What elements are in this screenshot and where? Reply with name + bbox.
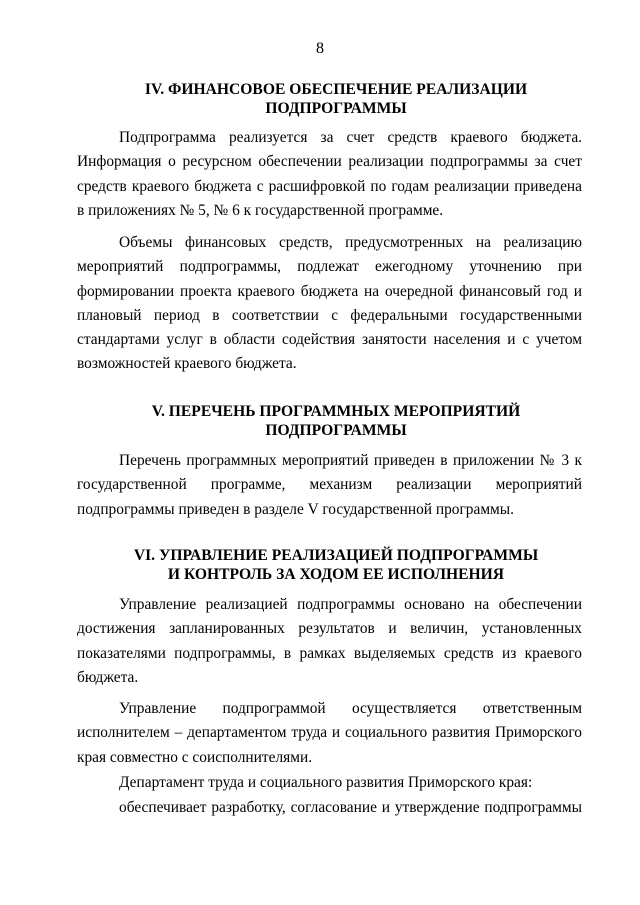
paragraph: Объемы финансовых средств, предусмотренных на реализацию мероприятий подпрограммы, подлежат ежегодному уточнению при формировании проекта краевого бюджета на очередной финансовый год и плановый период в соответствии с федеральными государственными стандартами услуг в области содействия занятости населения и с учетом возможностей краевого бюджета.	[77, 234, 582, 373]
paragraph: обеспечивает разработку, согласование и утверждение подпрограммы	[119, 799, 582, 816]
section-heading-v	[90, 402, 582, 440]
heading-line: ПОДПРОГРАММЫ	[265, 422, 407, 439]
heading-line: IV. ФИНАНСОВОЕ ОБЕСПЕЧЕНИЕ РЕАЛИЗАЦИИ	[144, 81, 528, 98]
paragraph: Управление подпрограммой осуществляется ответственным исполнителем – департаментом труда и социального развития Приморского края совместно с соисполнителями.	[77, 700, 582, 766]
paragraph: Департамент труда и социального развития Приморского края:	[119, 774, 533, 791]
section-heading-iv	[90, 80, 582, 118]
heading-line: ПОДПРОГРАММЫ	[265, 100, 407, 117]
paragraph: Подпрограмма реализуется за счет средств краевого бюджета. Информация о ресурсном обеспечении реализации подпрограммы за счет средств краевого бюджета с расшифровкой по годам реализации приведена в приложениях № 5, № 6 к государственной программе.	[77, 129, 582, 219]
section-heading-vi	[90, 546, 582, 584]
paragraph: Управление реализацией подпрограммы основано на обеспечении достижения запланированных результатов и величин, установленных показателями подпрограммы, в рамках выделяемых средств из краевого бюджета.	[77, 596, 582, 686]
page-number: 8	[316, 40, 324, 57]
paragraph: Перечень программных мероприятий приведен в приложении № 3 к государственной программе, механизм реализации мероприятий подпрограммы приведен в разделе V государственной программы.	[77, 452, 582, 518]
heading-line: V. ПЕРЕЧЕНЬ ПРОГРАММНЫХ МЕРОПРИЯТИЙ	[151, 403, 521, 420]
heading-line: И КОНТРОЛЬ ЗА ХОДОМ ЕЕ ИСПОЛНЕНИЯ	[167, 566, 505, 583]
heading-line: VI. УПРАВЛЕНИЕ РЕАЛИЗАЦИЕЙ ПОДПРОГРАММЫ	[133, 547, 539, 564]
